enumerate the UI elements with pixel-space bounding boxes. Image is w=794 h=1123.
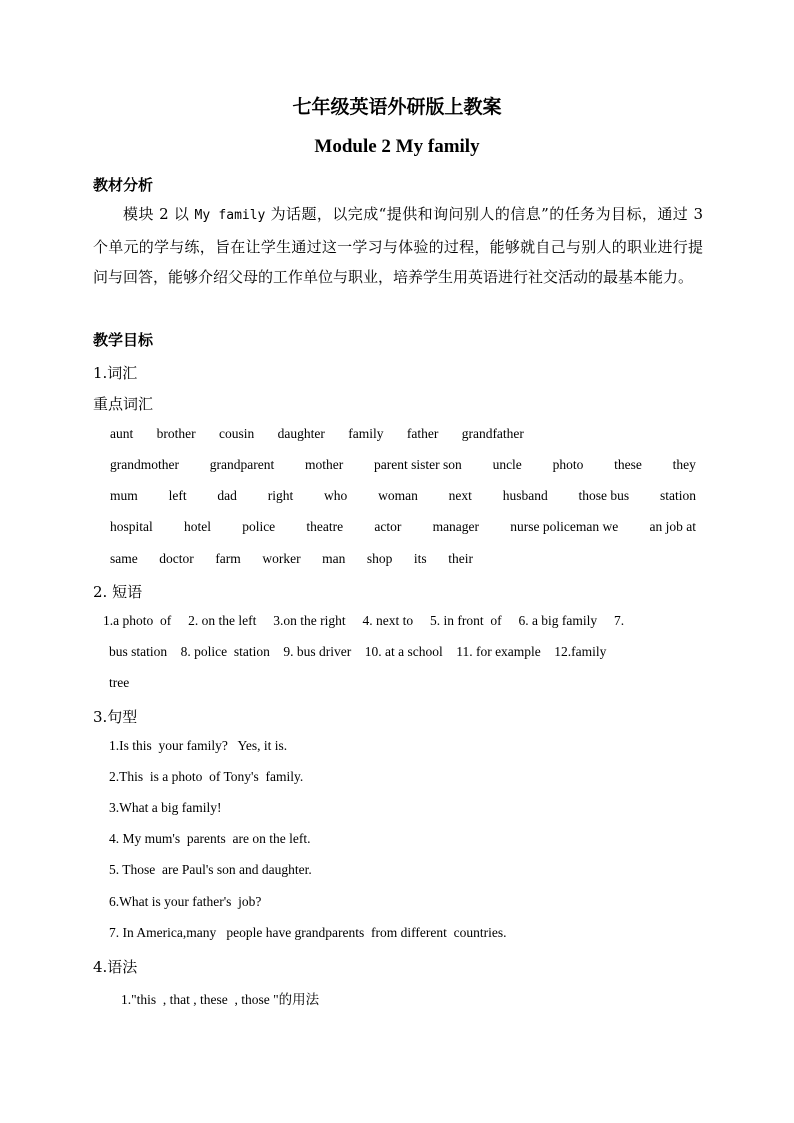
- vocab-word: woman: [378, 488, 418, 503]
- vocab-row: [110, 426, 524, 442]
- page-title: 七年级英语外研版上教案: [292, 96, 502, 118]
- vocab-word: husband: [502, 488, 548, 503]
- vocab-title: 1.词汇: [93, 364, 138, 382]
- vocab-word: family: [348, 426, 384, 441]
- grammar-item: 1."this , that , these , those "的用法: [121, 992, 320, 1007]
- phrase-line: tree: [109, 675, 130, 690]
- vocab-row: [110, 457, 696, 473]
- phrase-line: bus station 8. police station 9. bus driver 10. at a school 11. for example 12.family: [109, 644, 607, 659]
- vocab-word: same: [110, 551, 138, 566]
- sentence-item: 1.Is this your family? Yes, it is.: [109, 738, 288, 753]
- vocab-word: daughter: [277, 426, 325, 441]
- vocab-word: left: [168, 488, 187, 503]
- page-subtitle: Module 2 My family: [314, 136, 480, 157]
- vocab-word: those bus: [578, 488, 630, 503]
- vocab-word: uncle: [492, 457, 522, 472]
- vocab-word: dad: [217, 488, 237, 503]
- sentence-item: 3.What a big family!: [109, 800, 222, 815]
- analysis-paragraph: [93, 199, 703, 293]
- sentence-item: 2.This is a photo of Tony's family.: [109, 769, 304, 784]
- sentence-title: 3.句型: [93, 708, 138, 726]
- vocab-word: right: [267, 488, 294, 503]
- sentence-item: 7. In America,many people have grandparents from different countries.: [109, 925, 507, 940]
- vocab-word: man: [322, 551, 346, 566]
- phrase-title: 2. 短语: [93, 583, 143, 601]
- vocab-word: police: [242, 519, 276, 534]
- phrase-line: 1.a photo of 2. on the left 3.on the right 4. next to 5. in front of 6. a big family 7.: [103, 613, 625, 628]
- vocab-word: farm: [215, 551, 241, 566]
- vocab-word: grandfather: [461, 426, 524, 441]
- vocab-word: theatre: [306, 519, 344, 534]
- vocab-word: mum: [110, 488, 138, 503]
- para-start: 模块 2 以: [123, 205, 195, 223]
- vocab-word: shop: [366, 551, 393, 566]
- vocab-word: doctor: [159, 551, 194, 566]
- vocab-word: an job at: [649, 519, 696, 534]
- vocab-word: they: [672, 457, 696, 472]
- vocab-word: mother: [305, 457, 344, 472]
- vocab-word: parent sister son: [374, 457, 462, 472]
- vocab-word: aunt: [110, 426, 134, 441]
- vocab-word: hospital: [110, 519, 153, 534]
- vocab-word: father: [406, 426, 439, 441]
- para-code: My family: [194, 208, 266, 223]
- vocab-word: station: [659, 488, 696, 503]
- sentence-item: 6.What is your father's job?: [109, 894, 262, 909]
- vocab-word: hotel: [183, 519, 211, 534]
- vocab-word: its: [413, 551, 427, 566]
- grammar-title: 4.语法: [93, 958, 138, 976]
- key-vocab-title: 重点词汇: [93, 395, 154, 413]
- vocab-word: cousin: [218, 426, 255, 441]
- vocab-word: who: [324, 488, 348, 503]
- vocab-word: manager: [432, 519, 480, 534]
- sentence-item: 4. My mum's parents are on the left.: [109, 831, 311, 846]
- vocab-word: worker: [262, 551, 301, 566]
- vocab-word: actor: [374, 519, 402, 534]
- vocab-row: [110, 488, 696, 504]
- vocab-word: grandparent: [209, 457, 275, 472]
- vocab-word: brother: [156, 426, 196, 441]
- vocab-word: nurse policeman we: [510, 519, 619, 534]
- sentence-item: 5. Those are Paul's son and daughter.: [109, 862, 312, 877]
- vocab-row: [110, 551, 473, 567]
- vocab-word: these: [614, 457, 642, 472]
- section-heading-analysis: 教材分析: [93, 176, 154, 194]
- vocab-word: grandmother: [110, 457, 179, 472]
- vocab-word: photo: [552, 457, 584, 472]
- vocab-row: [110, 519, 696, 535]
- vocab-word: next: [448, 488, 472, 503]
- section-heading-goals: 教学目标: [93, 331, 154, 349]
- para-rest: 为话题，以完成“提供和询问别人的信息”的任务为目标，通过 3 个单元的学与练，旨在让学生通过这一学习与体验的过程，能够就自己与别人的职业进行提问与回答，能够介绍父母的工作单位与职业，培养学生用英语进行社交活动的最基本能力。: [93, 205, 703, 286]
- vocab-word: their: [448, 551, 473, 566]
